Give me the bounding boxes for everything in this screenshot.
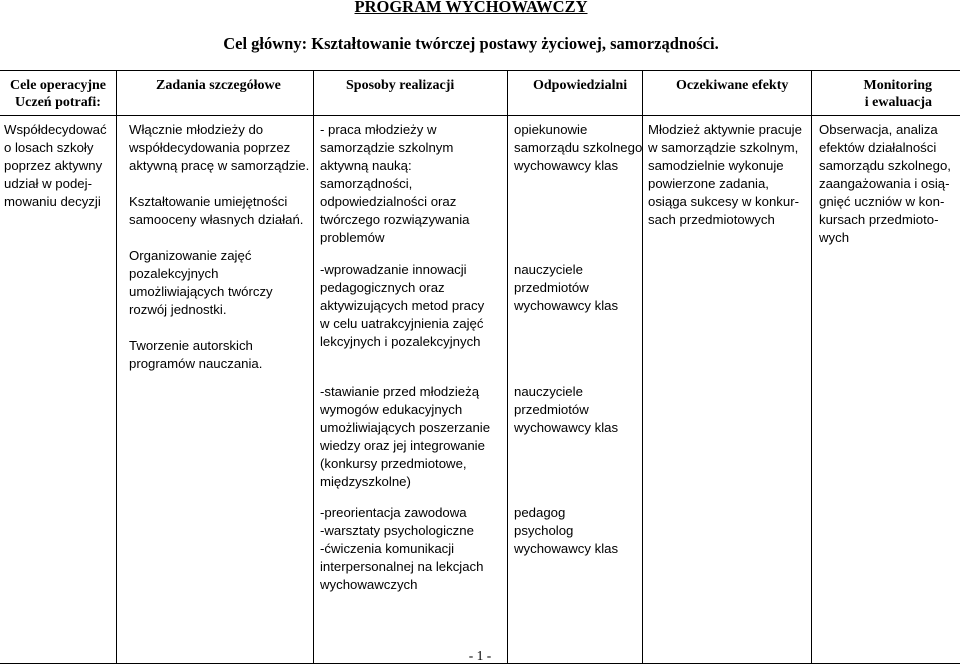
cele-line: udział w podej- (4, 176, 92, 191)
sposob-line: -warsztaty psychologiczne (320, 523, 474, 538)
odpowiedzialni-item (514, 121, 642, 175)
zadania-cell (129, 121, 309, 373)
efekty-line: Młodzież aktywnie pracuje (648, 122, 802, 137)
zadanie-line: umożliwiających twórczy (129, 284, 273, 299)
header-odpowiedzialni: Odpowiedzialni (533, 78, 628, 93)
sposob-item (320, 261, 484, 351)
sposob-line: samorządzie szkolnym (320, 140, 454, 155)
odpowiedzialni-line: nauczyciele (514, 262, 583, 277)
zadanie-line: Włącznie młodzieży do (129, 122, 264, 137)
cele-cell (4, 121, 107, 211)
odpowiedzialni-line: wychowawcy klas (514, 541, 619, 556)
zadanie-item (129, 247, 309, 319)
sposob-line: odpowiedzialności oraz (320, 194, 457, 209)
main-goal: Cel główny: Kształtowanie twórczej postawy życiowej, samorządności. (223, 34, 719, 53)
odpowiedzialni-line: przedmiotów (514, 280, 589, 295)
zadanie-line: programów nauczania. (129, 356, 263, 371)
odpowiedzialni-item (514, 261, 618, 315)
monitoring-line: wych (819, 230, 850, 245)
odpowiedzialni-line: wychowawcy klas (514, 420, 619, 435)
efekty-line: samodzielnie wykonuje (648, 158, 784, 173)
sposob-item (320, 504, 483, 594)
monitoring-line: Obserwacja, analiza (819, 122, 938, 137)
sposob-line: lekcyjnych i pozalekcyjnych (320, 334, 481, 349)
odpowiedzialni-line: wychowawcy klas (514, 158, 619, 173)
monitoring-line: samorządu szkolnego, (819, 158, 951, 173)
zadanie-line: pozalekcyjnych (129, 266, 219, 281)
efekty-line: osiąga sukcesy w konkur- (648, 194, 799, 209)
sposob-line: aktywną nauką: (320, 158, 412, 173)
zadanie-line: Organizowanie zajęć (129, 248, 252, 263)
zadanie-line: współdecydowania poprzez (129, 140, 291, 155)
sposob-line: międzyszkolne) (320, 474, 411, 489)
column-divider (507, 71, 508, 663)
header-zadania: Zadania szczegółowe (156, 78, 281, 93)
page-number: - 1 - (468, 648, 492, 663)
odpowiedzialni-item (514, 504, 618, 558)
header-monitoring (828, 77, 932, 111)
monitoring-line: gnięć uczniów w kon- (819, 194, 945, 209)
monitoring-line: kursach przedmioto- (819, 212, 939, 227)
odpowiedzialni-line: samorządu szkolnego (514, 140, 643, 155)
cele-line: Współdecydować (4, 122, 107, 137)
sposob-line: w celu uatrakcyjnienia zajęć (320, 316, 484, 331)
odpowiedzialni-line: nauczyciele (514, 384, 583, 399)
column-divider (811, 71, 812, 663)
zadanie-line: Kształtowanie umiejętności (129, 194, 288, 209)
header-cele-line: Cele operacyjne (9, 78, 107, 93)
efekty-line: powierzone zadania, (648, 176, 769, 191)
sposob-line: samorządności, (320, 176, 413, 191)
efekty-cell (648, 121, 802, 229)
header-cele-line: Uczeń potrafi: (15, 95, 101, 110)
monitoring-cell (819, 121, 951, 247)
efekty-line: w samorządzie szkolnym, (648, 140, 799, 155)
zadanie-line: aktywną pracę w samorządzie. (129, 158, 310, 173)
sposob-line: twórczego rozwiązywania (320, 212, 470, 227)
sposob-line: -preorientacja zawodowa (320, 505, 467, 520)
zadanie-item (129, 337, 309, 373)
odpowiedzialni-line: opiekunowie (514, 122, 588, 137)
sposob-line: interpersonalnej na lekcjach (320, 559, 484, 574)
sposob-line: -ćwiczenia komunikacji (320, 541, 455, 556)
column-divider (116, 71, 117, 663)
zadanie-item (129, 193, 309, 229)
odpowiedzialni-line: pedagog (514, 505, 566, 520)
monitoring-line: efektów działalności (819, 140, 937, 155)
cele-line: poprzez aktywny (4, 158, 103, 173)
sposob-line: -wprowadzanie innowacji (320, 262, 467, 277)
cele-line: o losach szkoły (4, 140, 94, 155)
cele-line: mowaniu decyzji (4, 194, 101, 209)
header-monitoring-line: i ewaluacja (864, 95, 932, 110)
efekty-line: sach przedmiotowych (648, 212, 775, 227)
document-title: PROGRAM WYCHOWAWCZY (354, 0, 588, 16)
sposob-line: problemów (320, 230, 385, 245)
zadanie-line: Tworzenie autorskich (129, 338, 253, 353)
header-efekty: Oczekiwane efekty (676, 78, 789, 93)
zadanie-item (129, 121, 309, 175)
odpowiedzialni-line: przedmiotów (514, 402, 589, 417)
header-divider (0, 115, 960, 116)
sposob-line: wiedzy oraz jej integrowanie (320, 438, 485, 453)
sposob-line: - praca młodzieży w (320, 122, 437, 137)
sposob-line: (konkursy przedmiotowe, (320, 456, 467, 471)
column-divider (313, 71, 314, 663)
odpowiedzialni-item (514, 383, 618, 437)
header-sposoby: Sposoby realizacji (346, 78, 455, 93)
zadanie-line: samooceny własnych działań. (129, 212, 304, 227)
sposob-item (320, 121, 470, 247)
sposob-line: wymogów edukacyjnych (320, 402, 463, 417)
sposob-line: umożliwiających poszerzanie (320, 420, 491, 435)
odpowiedzialni-line: psycholog (514, 523, 574, 538)
program-table (0, 70, 960, 664)
sposob-line: pedagogicznych oraz (320, 280, 445, 295)
header-cele (0, 77, 116, 111)
sposob-line: aktywizujących metod pracy (320, 298, 485, 313)
odpowiedzialni-line: wychowawcy klas (514, 298, 619, 313)
sposob-line: wychowawczych (320, 577, 418, 592)
zadanie-line: rozwój jednostki. (129, 302, 227, 317)
monitoring-line: zaangażowania i osią- (819, 176, 950, 191)
sposob-line: -stawianie przed młodzieżą (320, 384, 480, 399)
sposob-item (320, 383, 490, 491)
header-monitoring-line: Monitoring (863, 78, 932, 93)
